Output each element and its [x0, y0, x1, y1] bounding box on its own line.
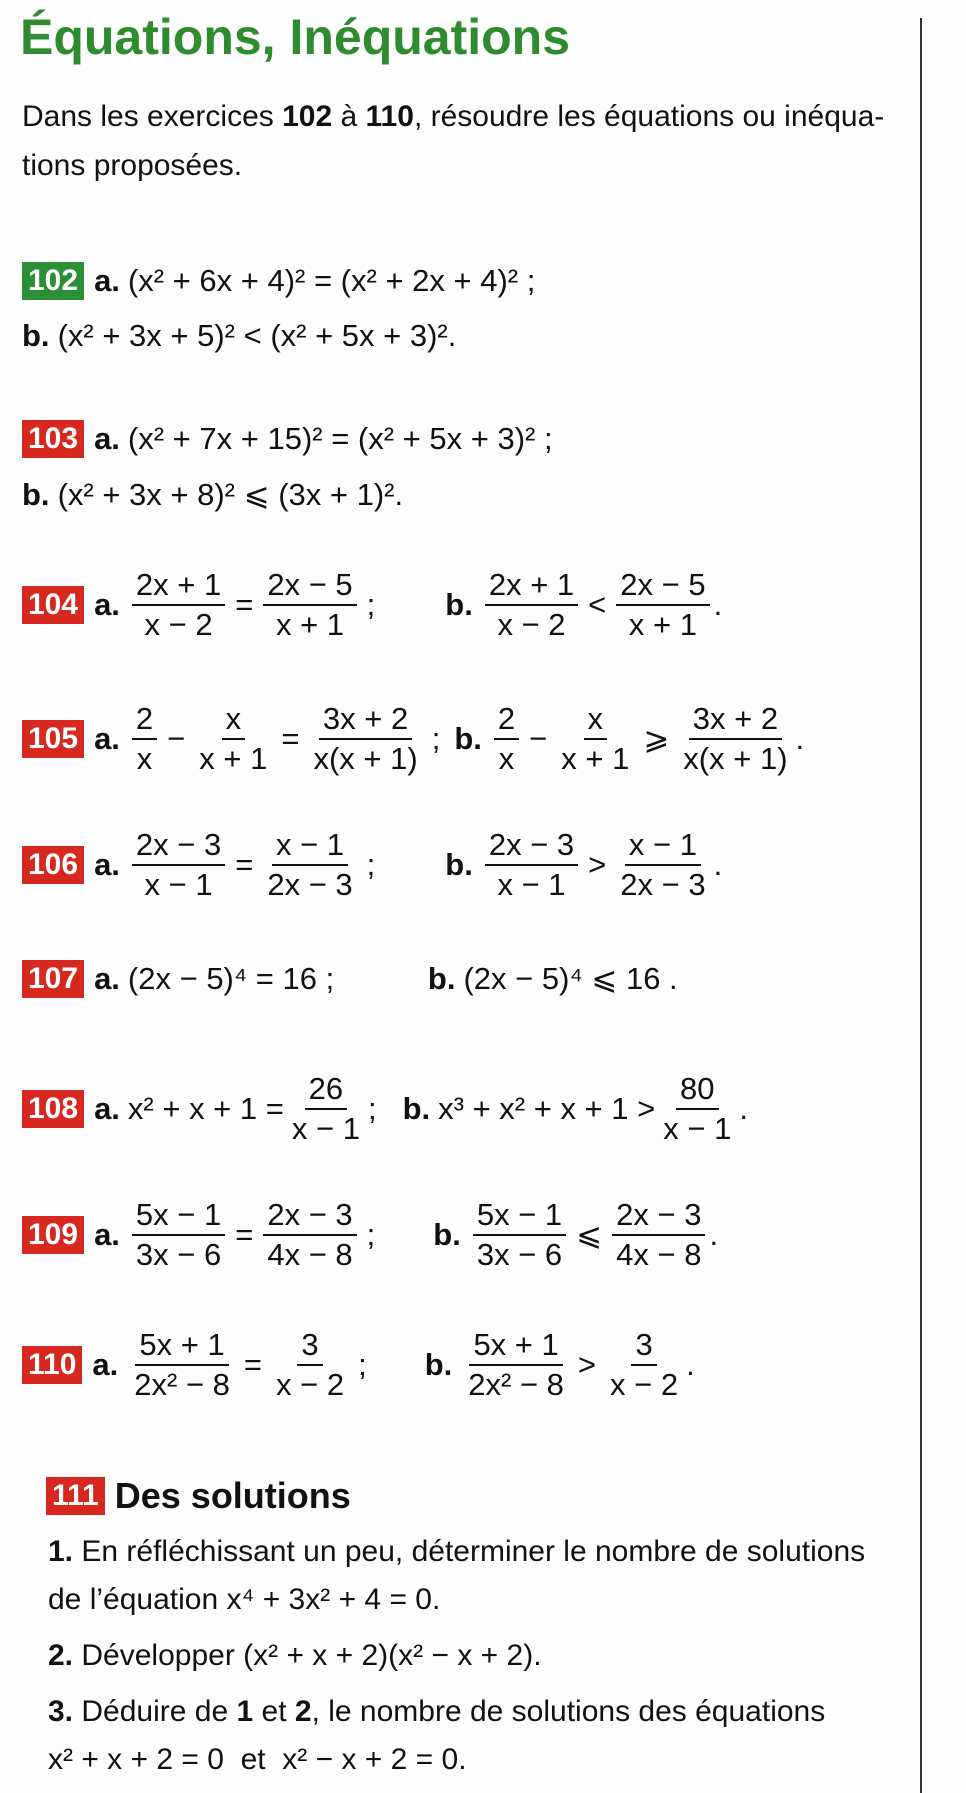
fraction [263, 1196, 356, 1274]
punctuation: . [795, 721, 805, 756]
expression: x³ + x² + x + 1 > [438, 1091, 656, 1126]
numerator: x [584, 700, 608, 740]
question-2 [48, 1632, 542, 1680]
numerator: 2x − 3 [612, 1196, 705, 1236]
question-text: x² + x + 2 = 0 et x² − x + 2 = 0. [48, 1743, 467, 1776]
fraction [132, 826, 225, 904]
fraction [659, 1070, 735, 1148]
operator: > [577, 1347, 597, 1382]
intro-range-start: 102 [282, 100, 333, 133]
question-number: 3. [48, 1695, 74, 1728]
fraction [263, 566, 356, 644]
exercise-number-badge: 107 [22, 960, 84, 998]
part-label: a. [94, 587, 120, 622]
numerator: 80 [676, 1070, 718, 1110]
operator: = [235, 587, 254, 622]
operator: − [529, 721, 548, 756]
part-label: a. [94, 1217, 120, 1252]
denominator: x − 1 [144, 867, 213, 902]
numerator: 2 [494, 700, 519, 740]
intro-before: Dans les exercices [22, 100, 283, 133]
operator: = [243, 1347, 263, 1382]
fraction [309, 700, 421, 778]
exercise-103-b [22, 477, 403, 513]
equation: (2x − 5)⁴ = 16 ; [127, 961, 335, 996]
part-label: b. [433, 1217, 461, 1252]
exercise-104 [22, 566, 722, 644]
denominator: 2x − 3 [620, 867, 706, 902]
denominator: x + 1 [628, 607, 697, 642]
intro-mid: à [332, 100, 366, 133]
question-reference: 2 [294, 1695, 312, 1728]
denominator: 4x − 8 [267, 1237, 353, 1272]
equation: (x² + 7x + 15)² = (x² + 5x + 3)² ; [127, 421, 553, 456]
denominator: x + 1 [275, 607, 345, 642]
intro-range-end: 110 [365, 100, 414, 133]
question-text: En réfléchissant un peu, déterminer le nombre de solutions [81, 1535, 866, 1568]
fraction [263, 826, 356, 904]
denominator: x − 2 [610, 1367, 679, 1402]
part-label: a. [94, 721, 120, 756]
numerator: 2x − 3 [485, 826, 578, 866]
denominator: x(x + 1) [313, 741, 418, 776]
question-3-line-1 [48, 1688, 825, 1736]
numerator: 2x + 1 [132, 566, 225, 606]
part-label: b. [402, 1091, 431, 1126]
numerator: 3x + 2 [319, 700, 412, 740]
punctuation: ; [366, 587, 376, 622]
operator: > [588, 847, 607, 882]
numerator: 2x − 3 [132, 826, 225, 866]
punctuation: ; [431, 721, 441, 756]
exercise-109 [22, 1196, 718, 1274]
numerator: 3 [631, 1326, 656, 1366]
expression: x² + x + 1 = [127, 1091, 284, 1126]
part-label: a. [94, 961, 120, 996]
exercise-110 [22, 1326, 695, 1404]
denominator: x [136, 741, 153, 776]
question-text: et [253, 1695, 295, 1728]
fraction [679, 700, 791, 778]
part-label: a. [94, 847, 120, 882]
numerator: 2 [132, 700, 157, 740]
fraction [606, 1326, 682, 1404]
part-label: b. [445, 847, 473, 882]
exercise-105 [22, 700, 804, 778]
question-text: Déduire de [81, 1695, 237, 1728]
numerator: x − 1 [272, 826, 348, 866]
fraction [616, 566, 709, 644]
exercise-111-heading [46, 1475, 351, 1517]
part-label: b. [22, 477, 50, 512]
numerator: 2x − 5 [616, 566, 709, 606]
denominator: 3x − 6 [476, 1237, 563, 1272]
question-1-line-2 [48, 1576, 440, 1624]
punctuation: ; [367, 1091, 377, 1126]
numerator: 5x − 1 [132, 1196, 225, 1236]
part-label: a. [94, 421, 120, 456]
fraction [130, 1326, 234, 1404]
denominator: x − 2 [276, 1367, 345, 1402]
denominator: x − 2 [497, 607, 566, 642]
denominator: x(x + 1) [683, 741, 788, 776]
denominator: x − 1 [291, 1111, 360, 1146]
question-reference: 1 [236, 1695, 254, 1728]
exercise-number-badge: 106 [22, 846, 84, 884]
inequation: (2x − 5)⁴ ⩽ 16 . [463, 961, 678, 996]
fraction [132, 1196, 225, 1274]
denominator: x − 2 [144, 607, 213, 642]
part-label: a. [92, 1347, 119, 1382]
fraction [473, 1196, 566, 1274]
exercise-number-badge: 103 [22, 420, 84, 458]
part-label: b. [427, 961, 456, 996]
denominator: 4x − 8 [616, 1237, 702, 1272]
part-label: a. [94, 1091, 120, 1126]
fraction [464, 1326, 568, 1404]
punctuation: . [713, 847, 723, 882]
part-label: a. [94, 263, 120, 298]
exercise-title: Des solutions [114, 1475, 351, 1516]
inequation: (x² + 3x + 5)² < (x² + 5x + 3)². [57, 318, 457, 353]
denominator: 2x² − 8 [468, 1367, 564, 1402]
punctuation: . [709, 1217, 719, 1252]
exercise-number-badge: 105 [22, 720, 84, 758]
intro-after: , résoudre les équations ou inéqua-tions proposées. [22, 100, 885, 182]
fraction [272, 1326, 348, 1404]
fraction [132, 566, 225, 644]
operator: = [281, 721, 300, 756]
question-number: 2. [48, 1639, 74, 1672]
exercise-number-badge: 109 [22, 1216, 84, 1254]
fraction [616, 826, 709, 904]
numerator: 26 [305, 1070, 347, 1110]
exercise-106 [22, 826, 722, 904]
exercise-102-a [22, 262, 535, 300]
fraction [485, 566, 578, 644]
operator: ⩽ [576, 1217, 603, 1252]
equation: (x² + 6x + 4)² = (x² + 2x + 4)² ; [127, 263, 536, 298]
numerator: 5x + 1 [135, 1326, 228, 1366]
intro-text [22, 92, 902, 190]
denominator: x − 1 [497, 867, 566, 902]
exercise-number-badge: 108 [22, 1090, 84, 1128]
denominator: x [498, 741, 515, 776]
operator: = [235, 847, 254, 882]
denominator: x − 1 [663, 1111, 732, 1146]
operator: < [588, 587, 607, 622]
inequation: (x² + 3x + 8)² ⩽ (3x + 1)². [57, 477, 404, 512]
fraction [494, 700, 519, 778]
numerator: 5x + 1 [469, 1326, 562, 1366]
exercise-number-badge: 110 [22, 1346, 82, 1384]
punctuation: . [739, 1091, 748, 1126]
numerator: 2x − 5 [263, 566, 356, 606]
exercise-103-a [22, 420, 553, 458]
question-text: Développer (x² + x + 2)(x² − x + 2). [81, 1639, 542, 1672]
exercise-102-b [22, 318, 456, 354]
part-label: b. [454, 721, 482, 756]
denominator: 2x² − 8 [134, 1367, 230, 1402]
part-label: b. [22, 318, 50, 353]
numerator: 3x + 2 [689, 700, 782, 740]
numerator: 3 [297, 1326, 322, 1366]
punctuation: ; [366, 1217, 376, 1252]
denominator: x + 1 [199, 741, 268, 776]
fraction [195, 700, 271, 778]
fraction [485, 826, 578, 904]
punctuation: . [713, 587, 723, 622]
question-text: de l’équation x⁴ + 3x² + 4 = 0. [48, 1583, 441, 1616]
part-label: b. [424, 1347, 453, 1382]
fraction [132, 700, 157, 778]
page-title: Équations, Inéquations [20, 9, 571, 65]
exercise-107 [22, 960, 678, 998]
operator: = [235, 1217, 254, 1252]
exercise-number-badge: 104 [22, 586, 84, 624]
denominator: 3x − 6 [135, 1237, 222, 1272]
exercise-number-badge: 102 [22, 262, 84, 300]
fraction [288, 1070, 364, 1148]
denominator: x + 1 [561, 741, 630, 776]
question-1-line-1 [48, 1528, 865, 1576]
question-3-line-2 [48, 1736, 467, 1784]
punctuation: . [686, 1347, 695, 1382]
question-number: 1. [48, 1535, 74, 1568]
operator: ⩾ [643, 721, 670, 756]
numerator: x [222, 700, 246, 740]
numerator: 2x − 3 [263, 1196, 356, 1236]
numerator: 2x + 1 [485, 566, 578, 606]
numerator: 5x − 1 [473, 1196, 566, 1236]
fraction [612, 1196, 705, 1274]
part-label: b. [445, 587, 473, 622]
punctuation: ; [358, 1347, 367, 1382]
fraction [557, 700, 633, 778]
punctuation: ; [366, 847, 376, 882]
exercise-number-badge: 111 [46, 1477, 105, 1515]
denominator: 2x − 3 [267, 867, 353, 902]
exercise-108 [22, 1070, 748, 1148]
page-margin-rule [920, 18, 922, 1793]
numerator: x − 1 [625, 826, 701, 866]
question-text: , le nombre de solutions des équations [311, 1695, 826, 1728]
operator: − [167, 721, 186, 756]
